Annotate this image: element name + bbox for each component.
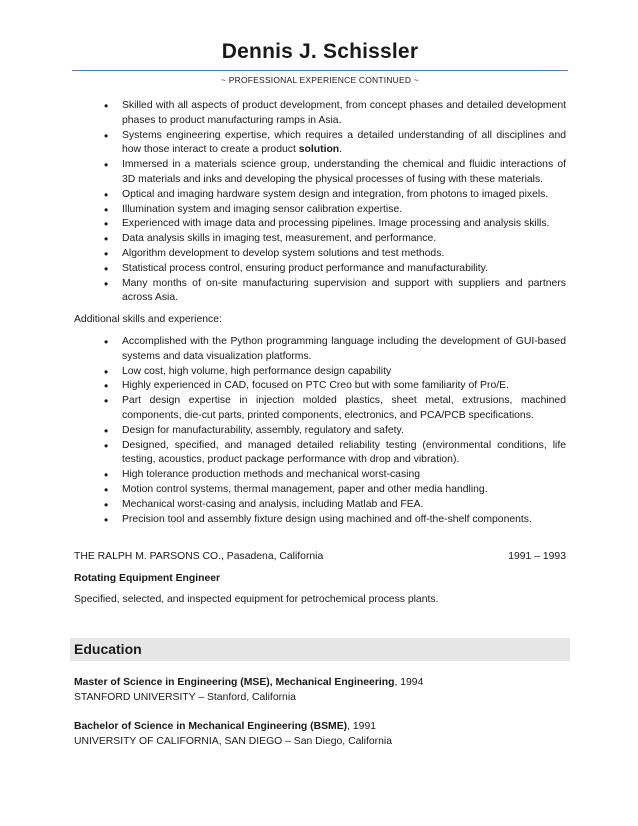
text-span: Many months of on-site manufacturing supervision and support with suppliers and partners across Asia. bbox=[122, 277, 566, 304]
text-span: , 1994 bbox=[394, 677, 424, 689]
text-span: Highly experienced in CAD, focused on PTC Creo but with some familiarity of Pro/E. bbox=[122, 380, 509, 392]
list-item bbox=[74, 203, 566, 218]
list-item bbox=[74, 498, 566, 513]
main-skills-list bbox=[74, 99, 566, 306]
text-span: Low cost, high volume, high performance design capability bbox=[122, 365, 392, 377]
text-span: Skilled with all aspects of product development, from concept phases and detailed development phases to product manufacturing ramps in Asia. bbox=[122, 100, 566, 126]
education-entry-school: UNIVERSITY OF CALIFORNIA, SAN DIEGO – San Diego, California bbox=[74, 735, 392, 747]
list-item bbox=[74, 513, 566, 528]
text-span: Illumination system and imaging sensor calibration expertise. bbox=[122, 203, 403, 215]
candidate-name: Dennis J. Schissler bbox=[221, 40, 419, 63]
education-entry-degree bbox=[74, 720, 566, 735]
text-span: Design for manufacturability, assembly, regulatory and safety. bbox=[122, 424, 404, 436]
text-span: Master of Science in Engineering (MSE), Mechanical Engineering bbox=[74, 677, 395, 689]
text-span: Part design expertise in injection molded plastics, sheet metal, extrusions, machined components, die-cut parts, printed components, electronics, and PCA/PCB specifications. bbox=[122, 395, 566, 421]
list-item bbox=[74, 365, 566, 380]
list-item bbox=[74, 217, 566, 232]
job-description: Specified, selected, and inspected equipment for petrochemical process plants. bbox=[74, 594, 439, 606]
education-entry-school: STANFORD UNIVERSITY – Stanford, California bbox=[74, 691, 296, 703]
text-span: Mechanical worst-casing and analysis, including Matlab and FEA. bbox=[122, 498, 424, 510]
job-header-row bbox=[74, 550, 566, 564]
text-span: . bbox=[339, 144, 343, 156]
additional-skills-list bbox=[74, 335, 566, 527]
text-span: Motion control systems, thermal management, paper and other media handling. bbox=[122, 483, 488, 495]
list-item bbox=[74, 188, 566, 203]
list-item bbox=[74, 129, 566, 159]
list-item bbox=[74, 277, 566, 307]
text-span: Designed, specified, and managed detailed reliability testing (environmental conditions, life testing, acoustics, product package performance with drop and vibration). bbox=[122, 439, 566, 466]
list-item bbox=[74, 99, 566, 129]
text-span: Systems engineering expertise, which requires a detailed understanding of all disciplines and how those interact to create a product bbox=[122, 129, 566, 156]
list-item bbox=[74, 158, 566, 188]
additional-skills-label: Additional skills and experience: bbox=[74, 314, 222, 326]
list-item bbox=[74, 439, 566, 469]
list-item bbox=[74, 262, 566, 277]
text-span: Algorithm development to develop system solutions and test methods. bbox=[122, 247, 445, 259]
education-heading: Education bbox=[70, 638, 570, 661]
job-company: THE RALPH M. PARSONS CO., Pasadena, California bbox=[74, 551, 324, 563]
text-span: Optical and imaging hardware system design and integration, from photons to imaged pixels. bbox=[122, 188, 549, 200]
education-entry-degree bbox=[74, 676, 566, 691]
list-item bbox=[74, 394, 566, 424]
list-item bbox=[74, 483, 566, 498]
text-span: Experienced with image data and processing pipelines. Image processing and analysis skills. bbox=[122, 218, 550, 230]
list-item bbox=[74, 335, 566, 365]
list-item bbox=[74, 232, 566, 247]
text-span: Accomplished with the Python programming language including the development of GUI-based systems and data visualization platforms. bbox=[122, 335, 566, 362]
job-title: Rotating Equipment Engineer bbox=[74, 573, 221, 585]
list-item bbox=[74, 379, 566, 394]
job-dates: 1991 – 1993 bbox=[508, 551, 566, 563]
text-span: High tolerance production methods and mechanical worst-casing bbox=[122, 469, 421, 481]
page-subheading: ~ PROFESSIONAL EXPERIENCE CONTINUED ~ bbox=[221, 75, 419, 85]
text-span: Data analysis skills in imaging test, measurement, and performance. bbox=[122, 233, 437, 245]
list-item bbox=[74, 424, 566, 439]
list-item bbox=[74, 468, 566, 483]
text-span: Statistical process control, ensuring product performance and manufacturability. bbox=[122, 262, 488, 274]
text-span: Immersed in a materials science group, understanding the chemical and fluidic interactions of 3D materials and inks and developing the physical processes of fusing with these materials. bbox=[122, 159, 566, 185]
header-divider bbox=[72, 70, 568, 71]
list-item bbox=[74, 247, 566, 262]
text-span: Bachelor of Science in Mechanical Engineering (BSME) bbox=[74, 721, 348, 733]
text-span: Precision tool and assembly fixture design using machined and off-the-shelf components. bbox=[122, 513, 532, 525]
text-span: solution bbox=[298, 144, 340, 156]
text-span: , 1991 bbox=[347, 721, 376, 733]
